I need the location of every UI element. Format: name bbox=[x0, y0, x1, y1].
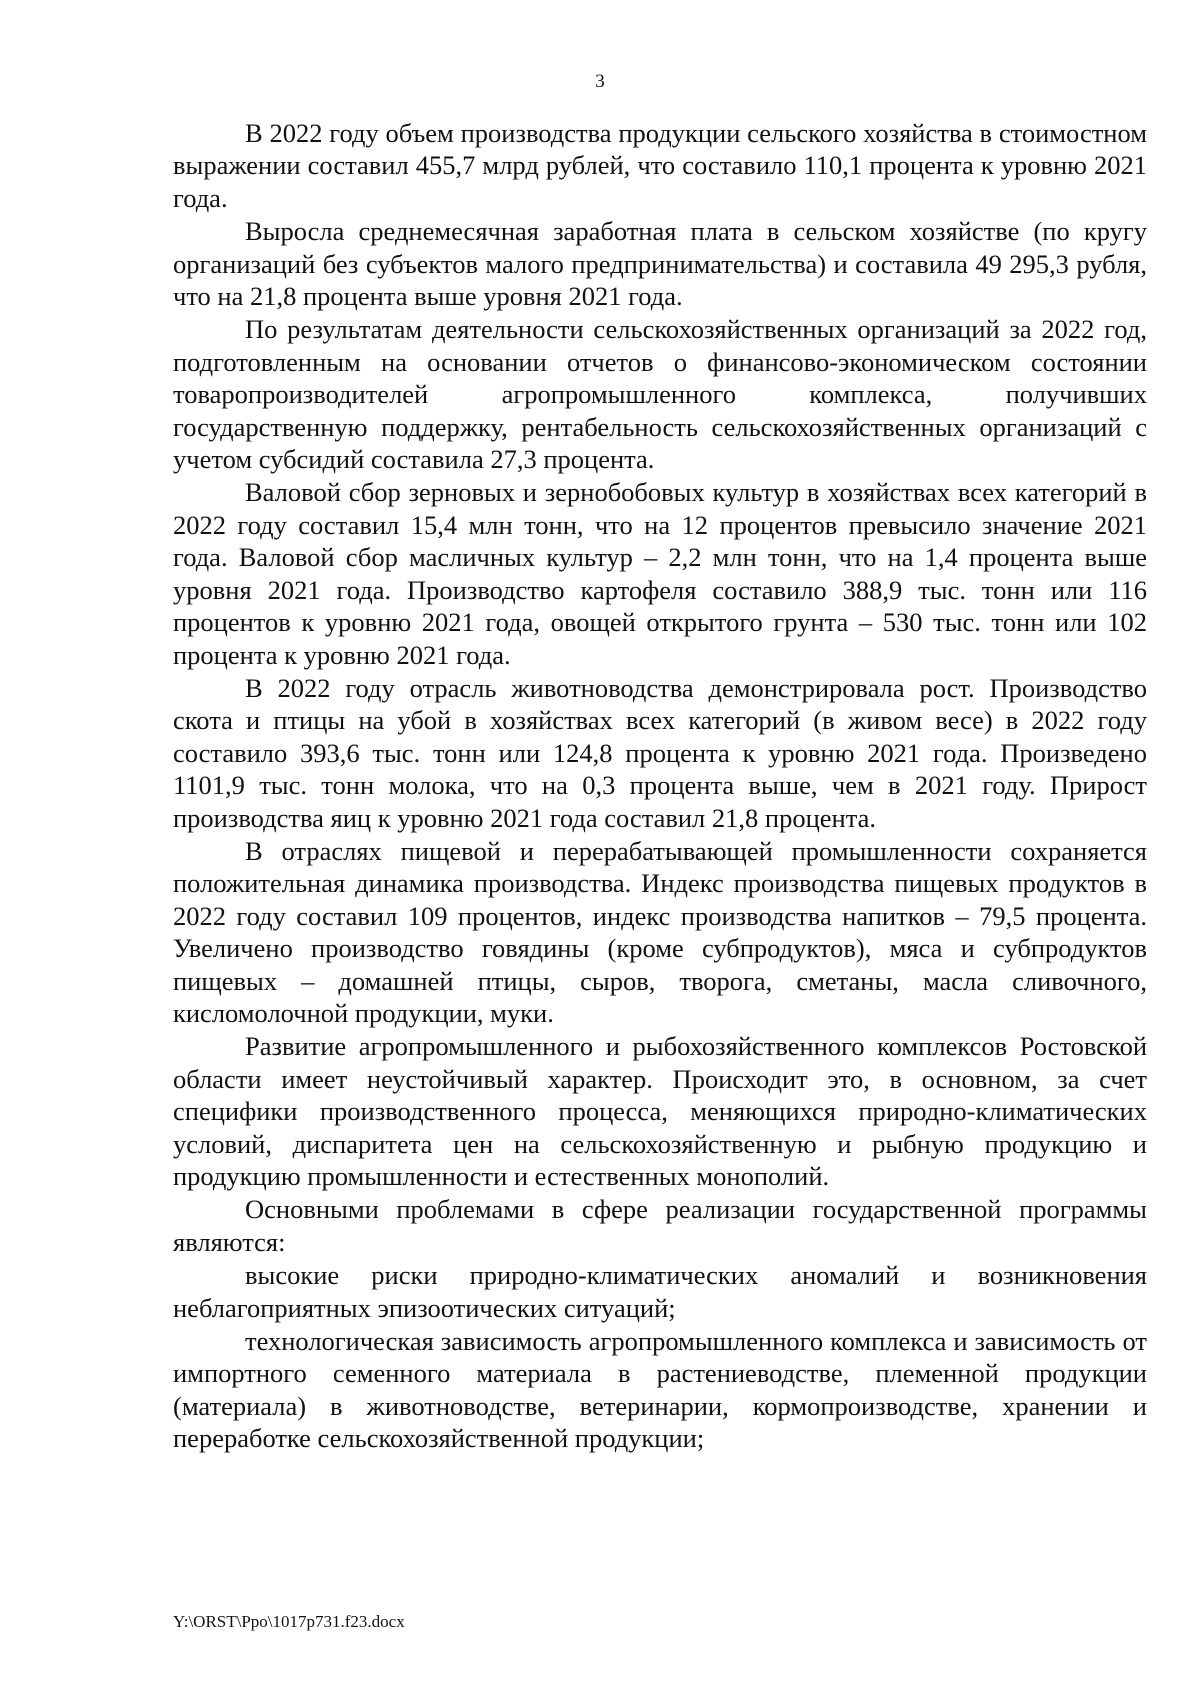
paragraph-instability: Развитие агропромышленного и рыбохозяйственного комплексов Ростовской области имеет неустойчивый характер. Происходит это, в основном, за счет специфики производственного процесса, меняющихся природно-климатических условий, диспаритета цен на сельскохозяйственную и рыбную продукцию и продукцию промышленности и естественных монополий. bbox=[173, 1031, 1147, 1191]
paragraph-climate-risks: высокие риски природно-климатических аномалий и возникновения неблагоприятных эпизоотических ситуаций; bbox=[173, 1260, 1147, 1323]
paragraph-profitability: По результатам деятельности сельскохозяйственных организаций за 2022 год, подготовленным на основании отчетов о финансово-экономическом состоянии товаропроизводителей агропромышленного комплекса, получивших государственную поддержку, рентабельность сельскохозяйственных организаций с учетом субсидий составила 27,3 процента. bbox=[173, 314, 1147, 475]
footer-file-path: Y:\ORST\Ppo\1017p731.f23.docx bbox=[173, 1612, 405, 1631]
paragraph-production-volume: В 2022 году объем производства продукции сельского хозяйства в стоимостном выражении составил 455,7 млрд рублей, что составило 110,1 процента к уровню 2021 года. bbox=[173, 118, 1147, 213]
paragraph-tech-dependence: технологическая зависимость агропромышленного комплекса и зависимость от импортного семенного материала в растениеводстве, племенной продукции (материала) в животноводстве, ветеринарии, кормопроизводстве, хранении и переработке сельскохозяйственной продукции; bbox=[173, 1326, 1147, 1454]
paragraph-food-industry: В отраслях пищевой и перерабатывающей промышленности сохраняется положительная динамика производства. Индекс производства пищевых продуктов в 2022 году составил 109 процентов, индекс производства напитков – 79,5 процента. Увеличено производство говядины (кроме субпродуктов), мяса и субпродуктов пищевых – домашней птицы, сыров, творога, сметаны, масла сливочного, кисломолочной продукции, муки. bbox=[173, 835, 1147, 1028]
paragraph-livestock: В 2022 году отрасль животноводства демонстрировала рост. Производство скота и птицы на убой в хозяйствах всех категорий (в живом весе) в 2022 году составило 393,6 тыс. тонн или 124,8 процента к уровню 2021 года. Произведено 1101,9 тыс. тонн молока, что на 0,3 процента выше, чем в 2021 году. Прирост производства яиц к уровню 2021 года составил 21,8 процента. bbox=[173, 672, 1147, 833]
paragraph-main-problems: Основными проблемами в сфере реализации государственной программы являются: bbox=[173, 1194, 1147, 1257]
page-number: 3 bbox=[595, 71, 605, 92]
paragraph-crop-harvest: Валовой сбор зерновых и зернобобовых культур в хозяйствах всех категорий в 2022 году составил 15,4 млн тонн, что на 12 процентов превысило значение 2021 года. Валовой сбор масличных культур – 2,2 млн тонн, что на 1,4 процента выше уровня 2021 года. Производство картофеля составило 388,9 тыс. тонн или 116 процентов к уровню 2021 года, овощей открытого грунта – 530 тыс. тонн или 102 процента к уровню 2021 года. bbox=[173, 477, 1147, 670]
document-body bbox=[173, 117, 1147, 1456]
paragraph-salary: Выросла среднемесячная заработная плата в сельском хозяйстве (по кругу организаций без субъектов малого предпринимательства) и составила 49 295,3 рубля, что на 21,8 процента выше уровня 2021 года. bbox=[173, 216, 1147, 312]
